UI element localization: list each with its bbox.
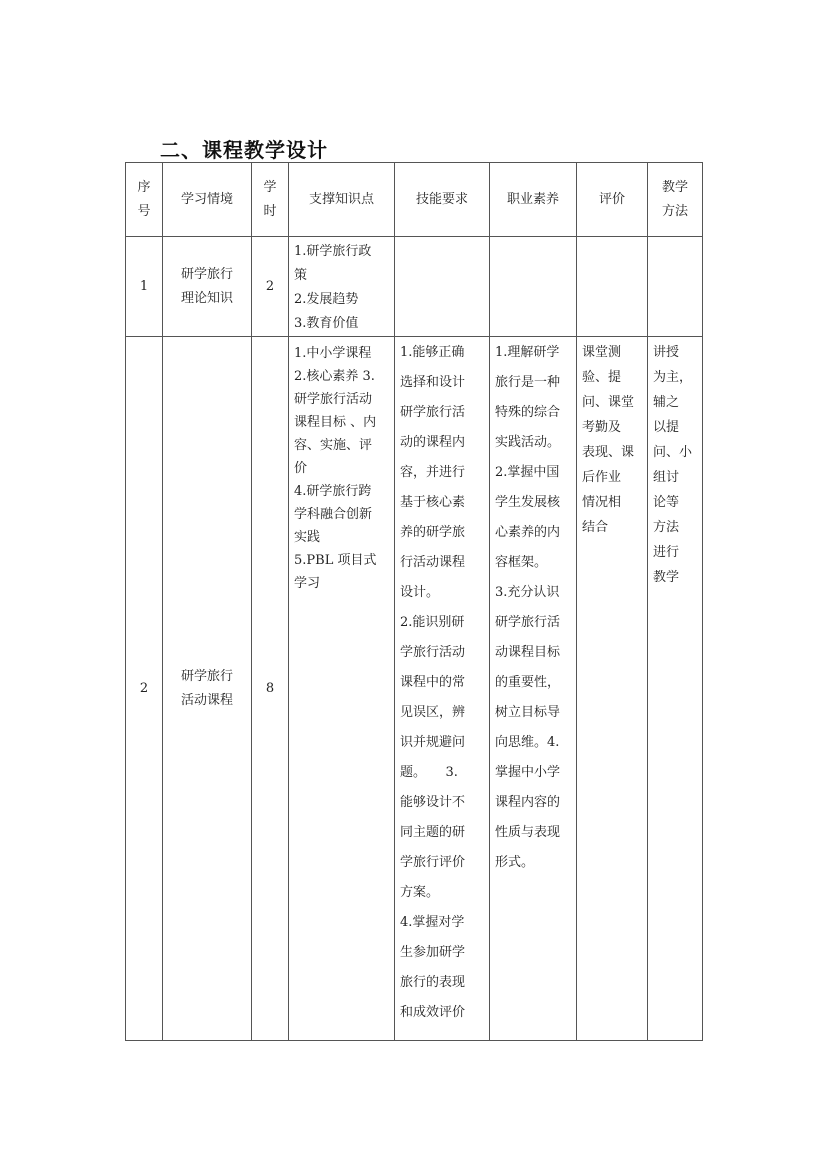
cell-situation (163, 237, 252, 337)
cell-line: 动课程目标 (495, 645, 561, 660)
cell-line: 方法 (653, 520, 680, 535)
header-seq (126, 163, 163, 237)
cell-skills (395, 337, 490, 1041)
header-knowledge: 支撑知识点 (289, 163, 395, 237)
cell-literacy (490, 337, 577, 1041)
table-row (126, 237, 703, 337)
header-hours (252, 163, 289, 237)
cell-line: 实践 (294, 530, 321, 545)
cell-line: 课程中的常 (400, 675, 466, 690)
cell-line: 向思维。4. (495, 735, 560, 750)
cell-line: 容、实施、评 (294, 438, 373, 453)
table-row (126, 337, 703, 1041)
cell-line: 学旅行活动 (400, 645, 466, 660)
cell-line: 动的课程内 (400, 435, 466, 450)
cell-line: 的重要性， (495, 675, 561, 690)
cell-line: 行活动课程 (400, 555, 466, 570)
header-literacy: 职业素养 (490, 163, 577, 237)
header-hours-line: 时 (263, 203, 277, 219)
cell-line: 2.核心素养 3. (294, 369, 375, 384)
cell-line: 2.发展趋势 (294, 292, 359, 307)
cell-line: 选择和设计 (400, 375, 466, 390)
cell-method (648, 237, 703, 337)
cell-line: 为主， (653, 370, 693, 385)
cell-line: 学习 (294, 576, 321, 591)
cell-line: 旅行的表现 (400, 975, 466, 990)
cell-line: 旅行是一种 (495, 375, 561, 390)
header-method-line: 教学 (661, 179, 688, 195)
cell-knowledge (289, 337, 395, 1041)
cell-line: 养的研学旅 (400, 525, 466, 540)
cell-hours: 2 (252, 237, 289, 337)
cell-evaluation (577, 237, 648, 337)
cell-line: 讲授 (653, 345, 680, 360)
course-design-table (125, 162, 703, 1041)
cell-line: 情况相 (582, 495, 622, 510)
cell-line: 识并规避问 (400, 735, 466, 750)
cell-line: 论等 (653, 495, 680, 510)
header-seq-line: 序 (137, 179, 151, 195)
cell-situation (163, 337, 252, 1041)
cell-line: 3.教育价值 (294, 316, 359, 331)
cell-line: 形式。 (495, 855, 535, 870)
cell-line: 性质与表现 (495, 825, 561, 840)
cell-line: 能够设计不 (400, 795, 466, 810)
cell-line: 辅之 (653, 395, 680, 410)
cell-line: 课堂测 (582, 345, 622, 360)
cell-line: 容框架。 (495, 555, 548, 570)
cell-line: 学旅行评价 (400, 855, 466, 870)
cell-line: 树立目标导 (495, 705, 561, 720)
header-situation: 学习情境 (163, 163, 252, 237)
cell-literacy (490, 237, 577, 337)
situation-line: 活动课程 (180, 692, 233, 708)
cell-line: 方案。 (400, 885, 440, 900)
header-method (648, 163, 703, 237)
cell-line: 研学旅行活 (400, 405, 466, 420)
cell-line: 4.研学旅行跨 (294, 484, 372, 499)
cell-line: 题。 3. (400, 765, 458, 780)
cell-line: 设计。 (400, 585, 440, 600)
cell-line: 特殊的综合 (495, 405, 561, 420)
cell-line: 考勤及 (582, 420, 622, 435)
cell-line: 学生发展核 (495, 495, 561, 510)
cell-evaluation (577, 337, 648, 1041)
cell-line: 生参加研学 (400, 945, 466, 960)
cell-skills (395, 237, 490, 337)
cell-line: 和成效评价 (400, 1005, 466, 1020)
cell-line: 研学旅行活动 (294, 392, 373, 407)
cell-knowledge (289, 237, 395, 337)
cell-seq: 2 (126, 337, 163, 1041)
cell-line: 结合 (582, 520, 609, 535)
header-seq-line: 号 (137, 203, 151, 219)
cell-line: 1.中小学课程 (294, 346, 372, 361)
cell-line: 1.理解研学 (495, 345, 560, 360)
cell-line: 验、提 (582, 370, 622, 385)
cell-seq: 1 (126, 237, 163, 337)
cell-line: 研学旅行活 (495, 615, 561, 630)
cell-line: 以提 (653, 420, 680, 435)
cell-line: 同主题的研 (400, 825, 466, 840)
cell-method (648, 337, 703, 1041)
cell-line: 教学 (653, 570, 680, 585)
cell-line: 表现、课 (582, 445, 635, 460)
cell-line: 4.掌握对学 (400, 915, 465, 930)
cell-line: 容，并进行 (400, 465, 466, 480)
cell-line: 5.PBL 项目式 (294, 553, 377, 568)
cell-line: 课程目标 、内 (294, 415, 377, 430)
header-hours-line: 学 (263, 179, 277, 195)
cell-line: 1.能够正确 (400, 345, 465, 360)
cell-line: 心素养的内 (495, 525, 561, 540)
situation-line: 理论知识 (180, 290, 233, 306)
cell-line: 3.充分认识 (495, 585, 560, 600)
cell-line: 组讨 (653, 470, 680, 485)
cell-line: 学科融合创新 (294, 507, 373, 522)
situation-line: 研学旅行 (180, 668, 233, 684)
cell-line: 问、小 (653, 445, 693, 460)
section-title: 二、课程教学设计 (160, 138, 328, 162)
cell-line: 问、课堂 (582, 395, 635, 410)
cell-line: 实践活动。 (495, 435, 561, 450)
header-method-line: 方法 (661, 203, 688, 219)
cell-line: 策 (294, 268, 308, 283)
cell-line: 2.能识别研 (400, 615, 465, 630)
situation-line: 研学旅行 (180, 266, 233, 282)
cell-line: 见误区，辨 (400, 705, 466, 720)
cell-line: 进行 (653, 545, 680, 560)
header-skills: 技能要求 (395, 163, 490, 237)
cell-line: 掌握中小学 (495, 765, 561, 780)
cell-line: 基于核心素 (400, 495, 466, 510)
cell-line: 后作业 (582, 470, 622, 485)
header-evaluation: 评价 (577, 163, 648, 237)
cell-line: 2.掌握中国 (495, 465, 560, 480)
table-header-row (126, 163, 703, 237)
cell-line: 课程内容的 (495, 795, 561, 810)
cell-hours: 8 (252, 337, 289, 1041)
cell-line: 价 (294, 461, 308, 476)
cell-line: 1.研学旅行政 (294, 244, 372, 259)
